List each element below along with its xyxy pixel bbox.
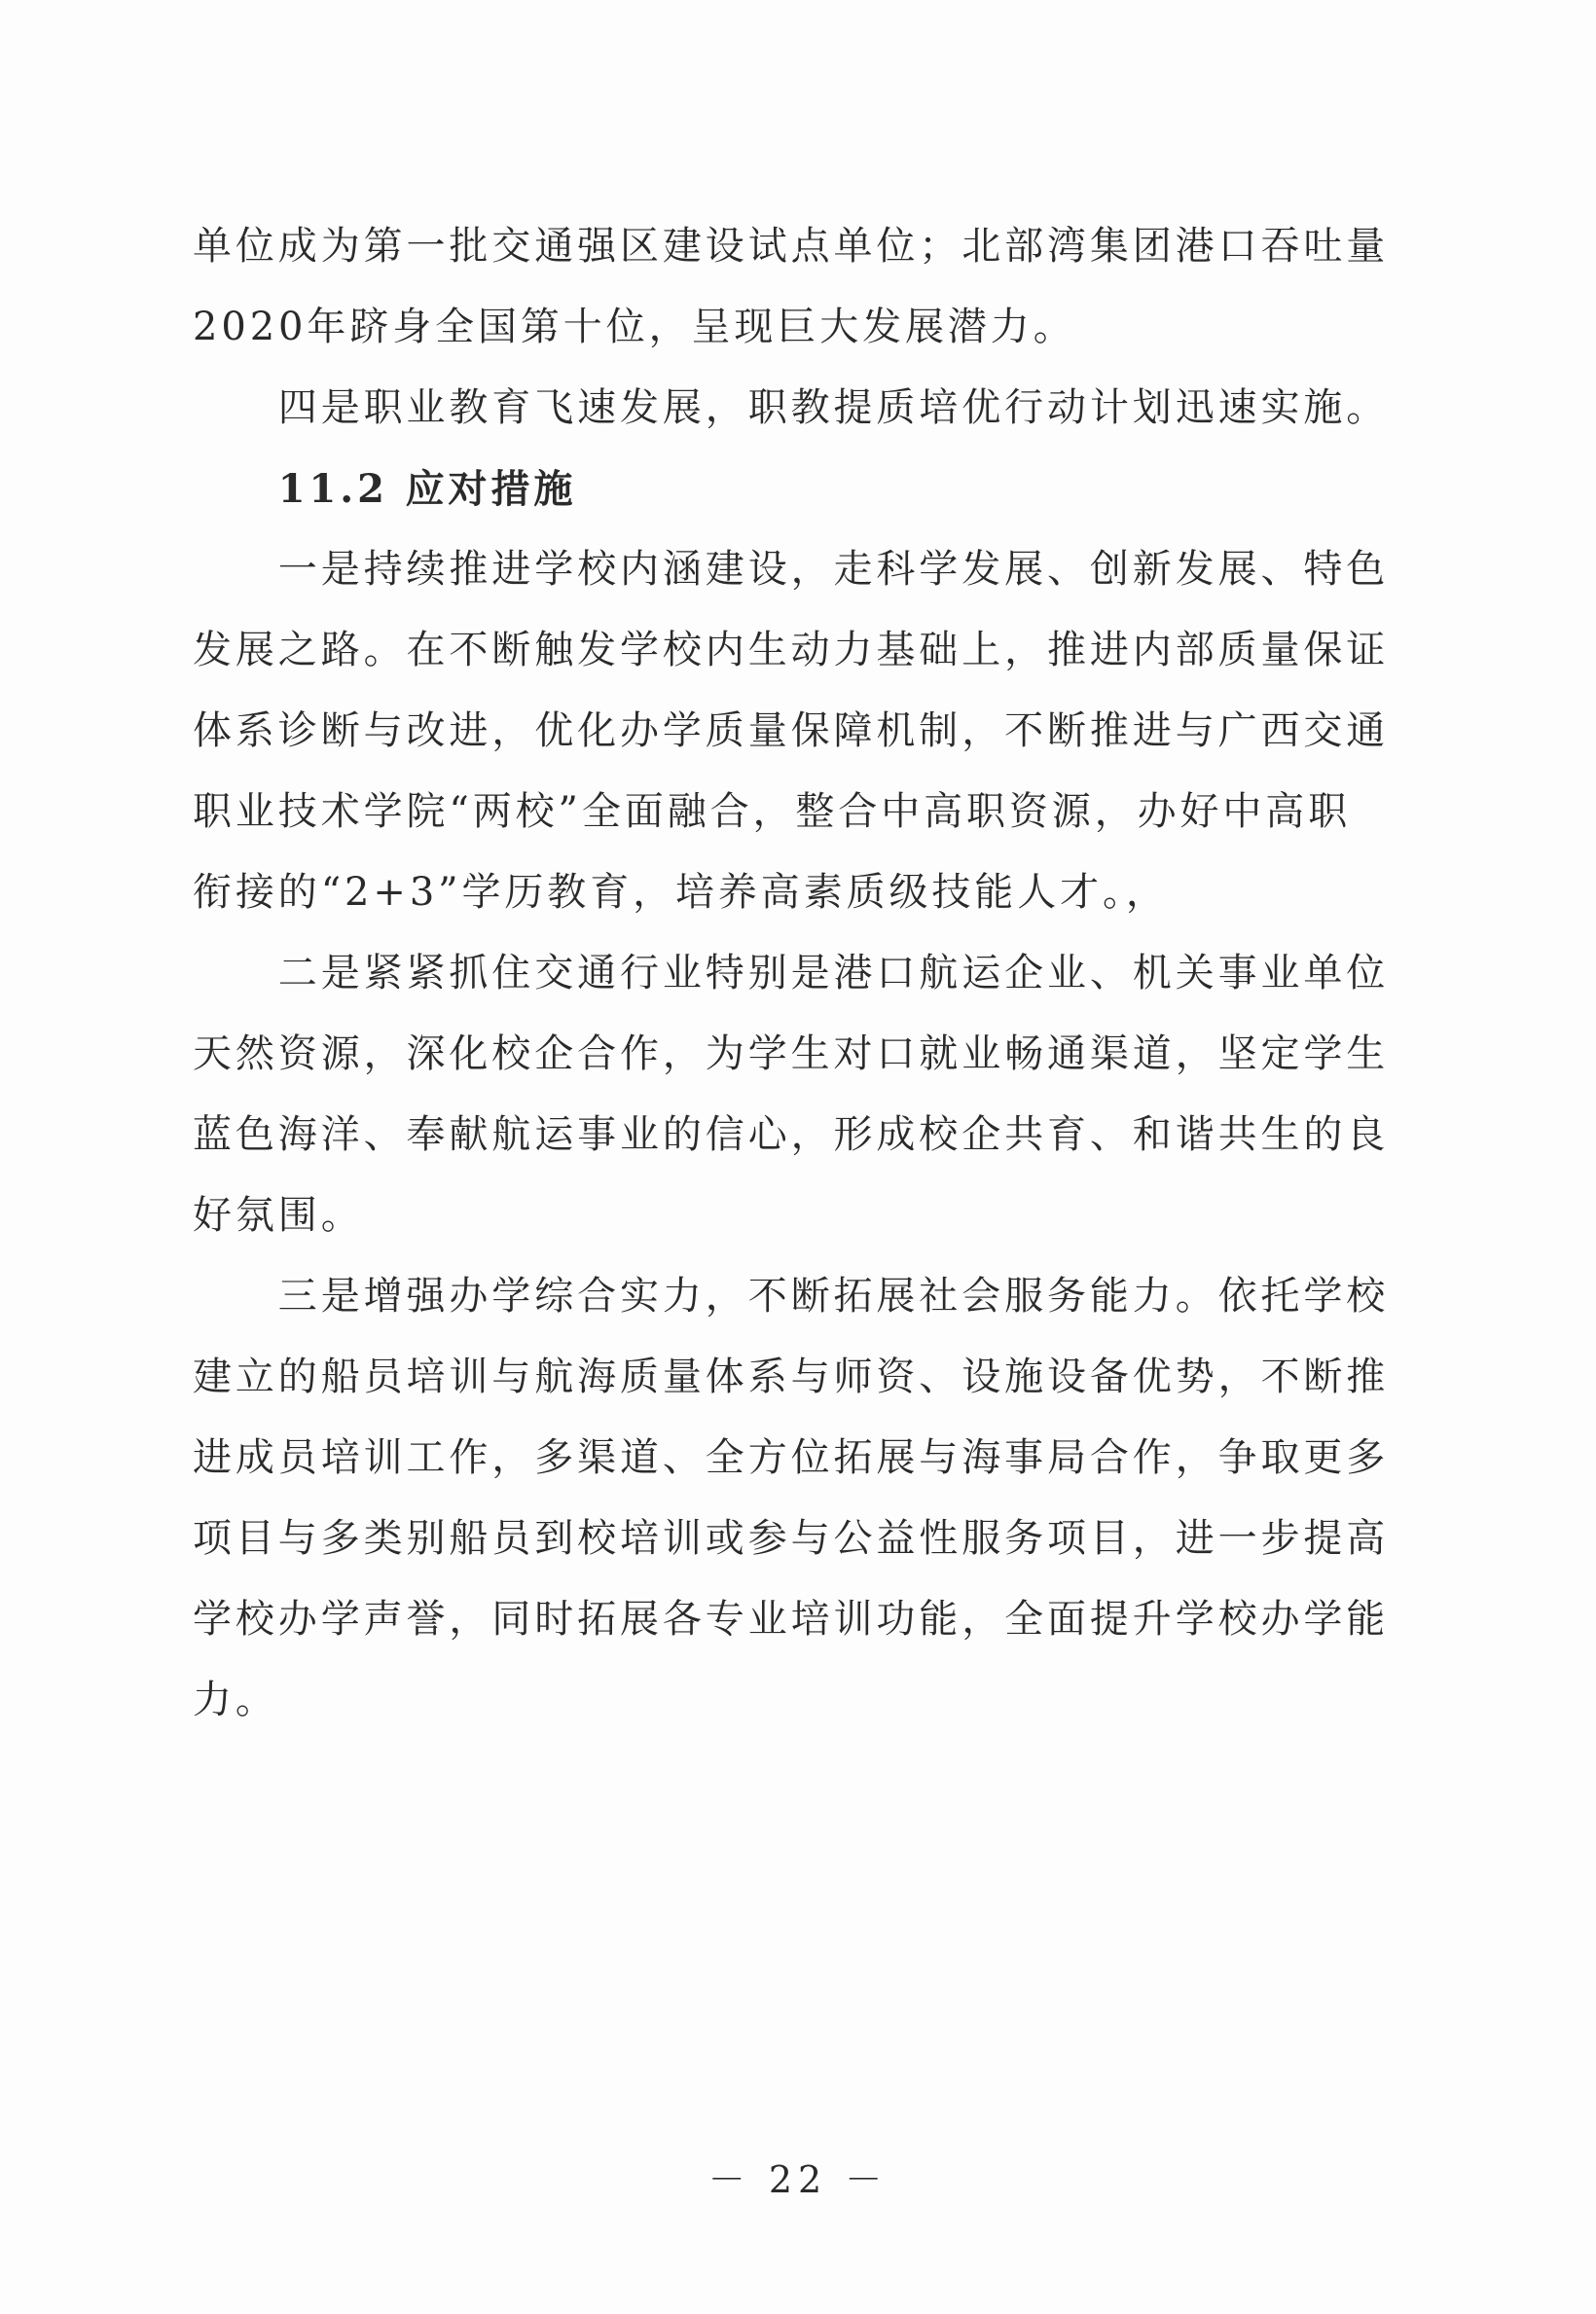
text-line: 三是增强办学综合实力，不断拓展社会服务能力。依托学校	[193, 1274, 1390, 1319]
text-line: 衔接的“2+3”学历教育，培养高素质级技能人才。，	[193, 870, 1169, 915]
text-line: 2020年跻身全国第十位，呈现巨大发展潜力。	[193, 305, 1076, 349]
page-number: － 22 －	[707, 2158, 889, 2201]
text-line: 职业技术学院“两校”全面融合，整合中高职资源，办好中高职	[193, 789, 1352, 834]
text-line: 建立的船员培训与航海质量体系与师资、设施设备优势，不断推	[193, 1355, 1390, 1399]
text-line: 体系诊断与改进，优化办学质量保障机制，不断推进与广西交通	[193, 708, 1390, 753]
text-line: 好氛围。	[193, 1193, 364, 1238]
text-line: 蓝色海洋、奉献航运事业的信心，形成校企共育、和谐共生的良	[193, 1112, 1390, 1157]
text-line: 力。	[193, 1678, 278, 1722]
text-line: 发展之路。在不断触发学校内生动力基础上，推进内部质量保证	[193, 628, 1390, 672]
body-text	[193, 206, 1392, 1741]
text-line: 单位成为第一批交通强区建设试点单位；北部湾集团港口吞吐量	[193, 224, 1390, 269]
text-line: 一是持续推进学校内涵建设，走科学发展、创新发展、特色	[193, 547, 1390, 592]
text-line: 学校办学声誉，同时拓展各专业培训功能，全面提升学校办学能	[193, 1597, 1390, 1642]
text-line: 四是职业教育飞速发展，职教提质培优行动计划迅速实施。	[193, 385, 1390, 430]
text-line: 天然资源，深化校企合作，为学生对口就业畅通渠道，坚定学生	[193, 1031, 1390, 1076]
text-line: 二是紧紧抓住交通行业特别是港口航运企业、机关事业单位	[193, 951, 1390, 995]
text-line: 进成员培训工作，多渠道、全方位拓展与海事局合作，争取更多	[193, 1435, 1390, 1480]
text-line: 项目与多类别船员到校培训或参与公益性服务项目，进一步提高	[193, 1516, 1390, 1561]
section-heading: 11.2 应对措施	[193, 466, 577, 512]
